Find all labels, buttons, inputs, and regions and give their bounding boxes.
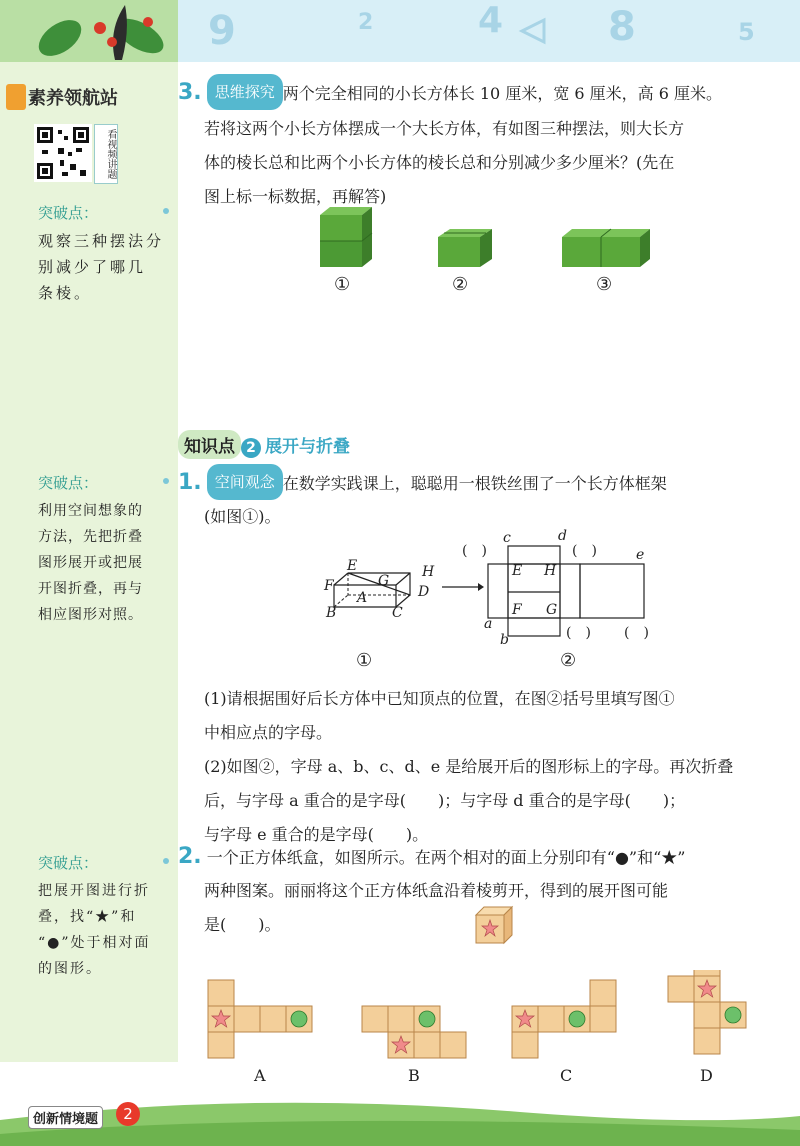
question-number: 2. [178,844,202,869]
net-options [200,970,780,1070]
section-header: 知识点 2 展开与折叠 [178,430,350,459]
option-label-b[interactable]: B [408,1066,420,1085]
cuboid-side-by-side-icon [562,229,650,267]
question-badge: 思维探究 [207,74,283,110]
cube-star-icon [474,905,514,945]
option-label-d[interactable]: D [700,1066,713,1085]
plant-decoration-icon [0,0,178,62]
tip-text-1: 观察三种摆法分 别减少了哪几 条棱。 [38,232,165,302]
figure-label-1: ① [334,274,351,295]
arrow-right-icon [440,580,484,594]
qr-code-icon[interactable] [34,124,92,182]
cuboid-figures [310,205,670,275]
figure-label-3: ③ [596,274,613,295]
question-3-text: 若将这两个小长方体摆成一个大长方体，有如图三种摆法，则大长方 体的棱长总和比两个小长方体的棱长总和分别减少多少厘米？(先在 图上标一标数据，再解答) [204,119,685,206]
option-label-a[interactable]: A [254,1066,266,1085]
figure-label-net: ② [560,650,577,671]
question-3: 3. 思维探究 两个完全相同的小长方体长 10 厘米，宽 6 厘米，高 6 厘米。 [178,74,788,111]
tip-heading-2: 突破点： [38,474,99,492]
triangle-decoration-icon [518,16,548,46]
figure-label-wire: ① [356,650,373,671]
header-banner-left [0,0,178,62]
footer-label: 创新情境题 [28,1106,103,1129]
question-number: 3. [178,80,202,105]
tip-heading-3: 突破点： [38,854,99,872]
cuboid-stacked-icon [320,207,372,267]
tip-text-2: 利用空间想象的 方法，先把折叠 图形展开或把展 开图折叠，再与 相应图形对照。 [38,503,143,623]
sidebar-title: 素养领航站 [28,88,118,109]
sidebar-title-marker [6,84,26,110]
question-1: 1. 空间观念 在数学实践课上，聪聪用一根铁丝围了一个长方体框架 [178,464,788,501]
question-number: 1. [178,470,202,495]
header-banner-right: 9 2 4 8 5 [178,0,800,62]
tip-text-3: 把展开图进行折 叠，找“★”和 “●”处于相对面 的图形。 [38,883,151,977]
figure-label-2: ② [452,274,469,295]
tip-heading-1: 突破点： [38,204,99,222]
question-2: 2. 一个正方体纸盒，如图所示。在两个相对的面上分别印有“●”和“★” [178,844,686,869]
question-2-text: 两种图案。丽丽将这个正方体纸盒沿着棱剪开，得到的展开图可能 是( )。 [204,881,669,934]
question-1-parts: (1)请根据围好后长方体中已知顶点的位置，在图②括号里填写图① 中相应点的字母。 (2)如图②，字母 a、b、c、d、e 是给展开后的图形标上的字母。再次折叠 后，与字母 a 重合的是字母( )；与字母 d 重合的是字母( )； 与字母 e 重合的是字母( )。 [204,689,734,844]
question-1-line2: (如图①)。 [204,507,281,526]
net-option-b [362,1006,466,1058]
video-label[interactable]: 看视频讲题 [94,124,118,184]
question-badge: 空间观念 [207,464,283,500]
option-label-c[interactable]: C [560,1066,573,1085]
cuboid-front-back-icon [438,229,492,267]
page-number: 2 [116,1102,140,1126]
